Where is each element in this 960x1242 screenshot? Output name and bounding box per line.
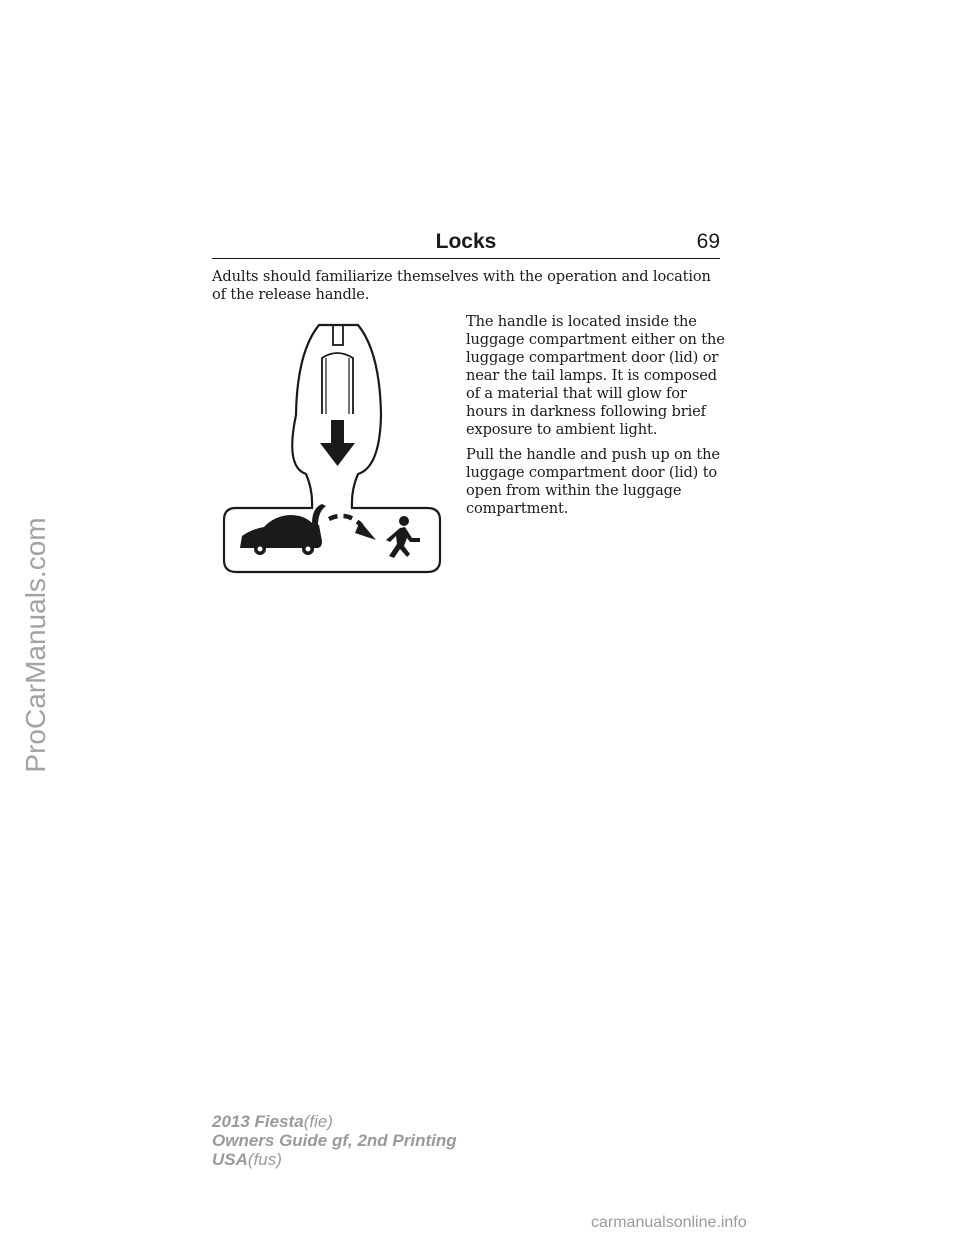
- bottom-brand-text: carmanualsonline.info: [591, 1214, 747, 1231]
- footer-line-1: [212, 1112, 457, 1131]
- down-arrow-icon: [320, 420, 355, 466]
- footer-market-code: (fus): [247, 1150, 282, 1169]
- running-person-icon: [386, 516, 420, 558]
- release-handle-illustration: [222, 320, 452, 578]
- side-watermark: [8, 515, 64, 775]
- handle-location-paragraph: The handle is located inside the luggage compartment either on the luggage compartment door (lid) or near the tail lamps. It is composed of a material that will glow for hours in darkness following brief exposure to ambient light.: [466, 313, 725, 438]
- footer-market: USA: [212, 1150, 248, 1169]
- intro-paragraph: Adults should familiarize themselves with the operation and location of the release handle.: [212, 268, 711, 303]
- page-footer: [212, 1112, 457, 1169]
- handle-slot: [333, 325, 343, 345]
- car-open-trunk-icon: [240, 504, 326, 555]
- page-header: [212, 228, 720, 259]
- watermark-text: ProCarManuals.com: [20, 517, 51, 773]
- footer-line-2: [212, 1131, 457, 1150]
- description-column: [466, 313, 728, 525]
- release-handle-svg: [222, 320, 452, 578]
- handle-inner-frame: [322, 353, 353, 414]
- footer-guide: Owners Guide gf, 2nd Printing: [212, 1131, 457, 1150]
- footer-line-3: [212, 1150, 457, 1169]
- dashed-arrow-icon: [329, 516, 376, 540]
- section-title: Locks: [435, 230, 497, 253]
- footer-model: 2013 Fiesta: [212, 1112, 304, 1131]
- handle-usage-paragraph: Pull the handle and push up on the luggage compartment door (lid) to open from within the luggage compartment.: [466, 446, 720, 517]
- footer-model-code: (fie): [303, 1112, 333, 1131]
- page-number: 69: [696, 230, 720, 253]
